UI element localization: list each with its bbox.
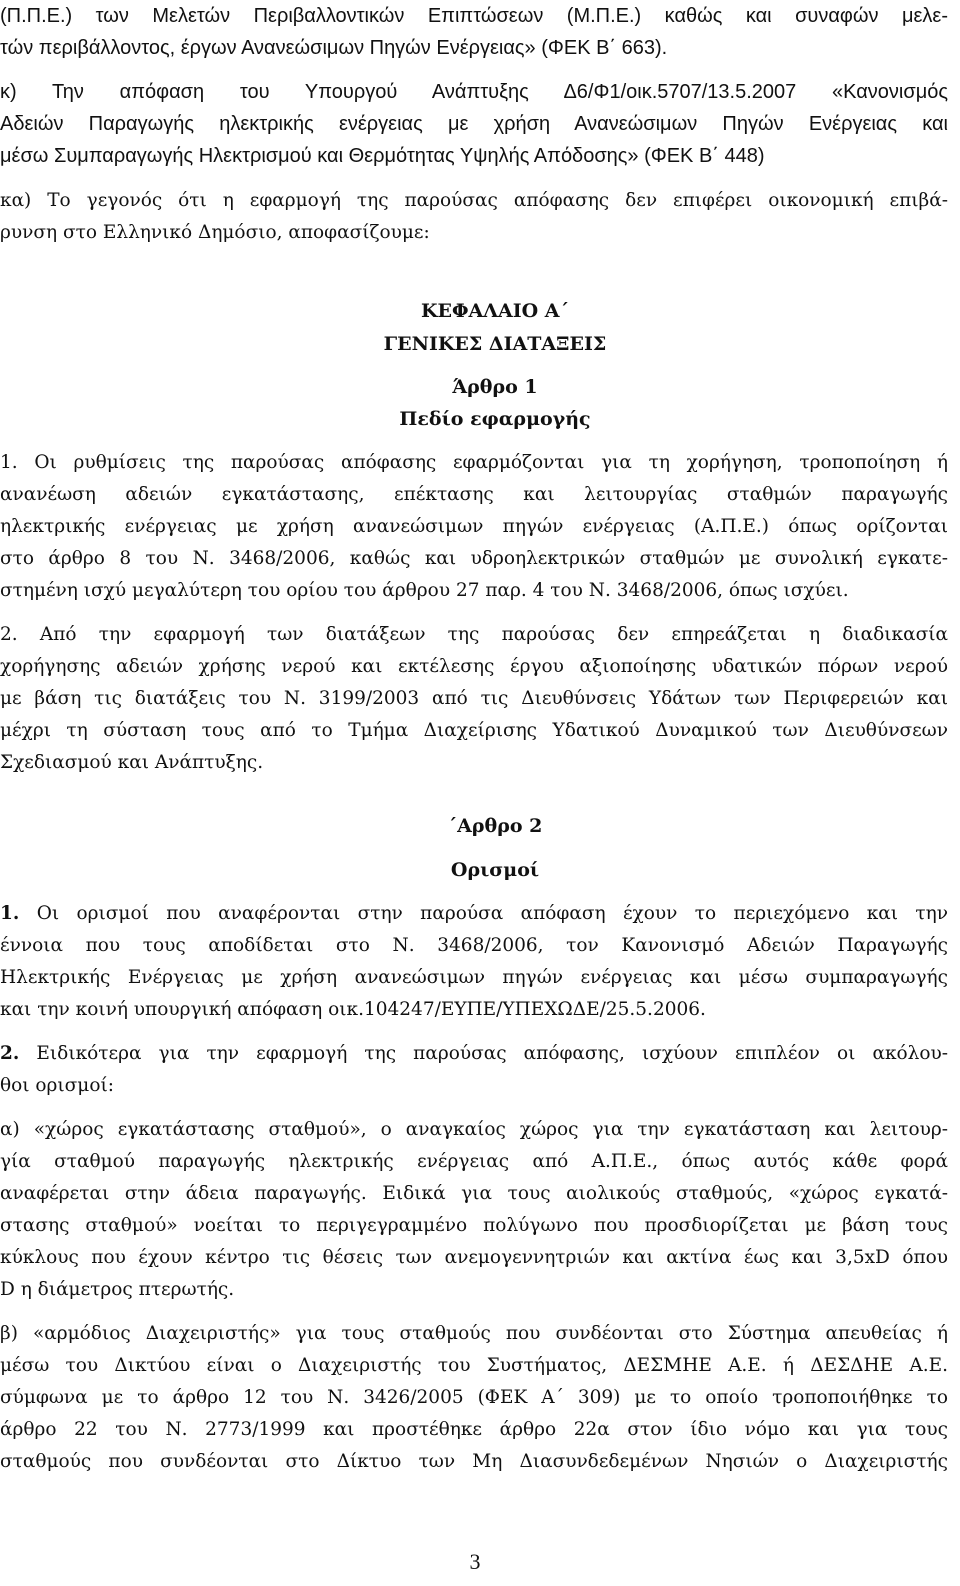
article-2-p1-line-2: έννοια που τους αποδίδεται στο Ν. 3468/2006, τον Κανονισμό Αδειών Παραγωγής: [0, 935, 948, 956]
article-1-p2-line-5: Σχεδιασμού και Ανάπτυξης.: [0, 752, 264, 773]
article-1-p1-line-2: ανανέωση αδειών εγκατάστασης, επέκτασης και λειτουργίας σταθμών παραγωγής: [0, 484, 948, 505]
intro-line-1: (Π.Π.Ε.) των Μελετών Περιβαλλοντικών Επιπτώσεων (Μ.Π.Ε.) καθώς και συναφών μελε-: [0, 5, 948, 27]
definition-a-line-1: α) «χώρος εγκατάστασης σταθμού», ο αναγκαίος χώρος για την εγκατάσταση και λειτουρ-: [0, 1119, 948, 1140]
definition-b-line-1: β) «αρμόδιος Διαχειριστής» για τους σταθμούς που συνδέονται στο Σύστημα απευθείας ή: [0, 1323, 948, 1344]
clause-k-line-3: μέσω Συμπαραγωγής Ηλεκτρισμού και Θερμότητας Υψηλής Απόδοσης» (ΦΕΚ Β΄ 448): [0, 145, 765, 167]
article-1-title: Άρθρο 1: [452, 376, 538, 398]
definition-a-line-6: D η διάμετρος πτερωτής.: [0, 1279, 235, 1300]
article-1-p1-line-1: 1. Οι ρυθμίσεις της παρούσας απόφασης εφαρμόζονται για τη χορήγηση, τροποποίηση ή: [0, 452, 948, 473]
definition-a-line-4: στασης σταθμού» νοείται το περιγεγραμμένο πολύγωνο που προσδιορίζεται με βάση τους: [0, 1215, 948, 1236]
article-2-p1-number: 1.: [0, 903, 20, 924]
intro-line-2: τών περιβάλλοντος, έργων Ανανεώσιμων Πηγών Ενέργειας» (ΦΕΚ Β΄ 663).: [0, 37, 668, 59]
page-number: 3: [469, 1549, 481, 1574]
definition-b-line-5: σταθμούς που συνδέονται στο Δίκτυο των Μη Διασυνδεδεμένων Νησιών ο Διαχειριστής: [0, 1451, 948, 1472]
article-2-p1-line-4: και την κοινή υπουργική απόφαση οικ.104247/ΕΥΠΕ/ΥΠΕΧΩΔΕ/25.5.2006.: [0, 999, 706, 1020]
article-2-p1-text: Οι ορισμοί που αναφέρονται στην παρούσα απόφαση έχουν το περιεχόμενο και την: [19, 903, 948, 924]
article-1-p1-line-5: στημένη ισχύ μεγαλύτερη του ορίου του άρθρου 27 παρ. 4 του Ν. 3468/2006, όπως ισχύει.: [0, 580, 849, 601]
article-1-p2-line-4: μέχρι τη σύσταση τους από το Τμήμα Διαχείρισης Υδατικού Δυναμικού των Διευθύνσεων: [0, 720, 948, 741]
chapter-title: ΚΕΦΑΛΑΙΟ Α΄: [420, 300, 570, 322]
definition-b-line-3: σύμφωνα με το άρθρο 12 του Ν. 3426/2005 (ΦΕΚ Α΄ 309) με το οποίο τροποποιήθηκε το: [0, 1387, 948, 1408]
article-2-p1-line-1: [0, 903, 948, 925]
article-2-p1-line-3: Ηλεκτρικής Ενέργειας με χρήση ανανεώσιμων πηγών ενέργειας και μέσω συμπαραγωγής: [0, 967, 948, 988]
clause-k-line-1: κ) Την απόφαση του Υπουργού Ανάπτυξης Δ6/Φ1/οικ.5707/13.5.2007 «Κανονισμός: [0, 81, 948, 103]
chapter-subtitle: ΓΕΝΙΚΕΣ ΔΙΑΤΑΞΕΙΣ: [383, 333, 607, 355]
definition-a-line-3: αναφέρεται στην άδεια παραγωγής. Ειδικά για τους αιολικούς σταθμούς, «χώρος εγκατά-: [0, 1183, 948, 1204]
article-2-p2-text: Ειδικότερα για την εφαρμογή της παρούσας απόφασης, ισχύουν επιπλέον οι ακόλου-: [19, 1043, 948, 1064]
article-2-title: ΄Αρθρο 2: [447, 815, 543, 837]
article-1-p1-line-3: ηλεκτρικής ενέργειας με χρήση ανανεώσιμων πηγών ενέργειας (Α.Π.Ε.) όπως ορίζονται: [0, 516, 948, 537]
article-1-p2-line-2: χορήγησης αδειών χρήσης νερού και εκτέλεσης έργου αξιοποίησης υδατικών πόρων νερού: [0, 656, 948, 677]
article-2-subtitle: Ορισμοί: [450, 859, 540, 881]
clause-ka-line-1: κα) Το γεγονός ότι η εφαρμογή της παρούσας απόφασης δεν επιφέρει οικονομική επιβά-: [0, 190, 948, 211]
clause-ka-line-2: ρυνση στο Ελληνικό Δημόσιο, αποφασίζουμε:: [0, 222, 430, 243]
article-1-subtitle: Πεδίο εφαρμογής: [399, 408, 591, 430]
article-1-p1-line-4: στο άρθρο 8 του Ν. 3468/2006, καθώς και υδροηλεκτρικών σταθμών με συνολική εγκατε-: [0, 548, 948, 569]
definition-a-line-2: γία σταθμού παραγωγής ηλεκτρικής ενέργειας από Α.Π.Ε., όπως αυτός κάθε φορά: [0, 1151, 948, 1172]
article-2-p2-number: 2.: [0, 1043, 20, 1064]
definition-b-line-2: μέσω του Δικτύου είναι ο Διαχειριστής του Συστήματος, ΔΕΣΜΗΕ Α.Ε. ή ΔΕΣΔΗΕ Α.Ε.: [0, 1355, 948, 1376]
definition-b-line-4: άρθρο 22 του Ν. 2773/1999 και προστέθηκε άρθρο 22α στον ίδιο νόμο και για τους: [0, 1419, 948, 1440]
article-2-p2-line-1: [0, 1043, 948, 1065]
article-1-p2-line-3: με βάση τις διατάξεις του Ν. 3199/2003 από τις Διευθύνσεις Υδάτων των Περιφερειών και: [0, 688, 948, 709]
clause-k-line-2: Αδειών Παραγωγής ηλεκτρικής ενέργειας με χρήση Ανανεώσιμων Πηγών Ενέργειας και: [0, 113, 948, 135]
article-2-p2-line-2: θοι ορισμοί:: [0, 1075, 114, 1096]
definition-a-line-5: κύκλους που έχουν κέντρο τις θέσεις των ανεμογεννητριών και ακτίνα έως και 3,5xD όπου: [0, 1247, 948, 1268]
article-1-p2-line-1: 2. Από την εφαρμογή των διατάξεων της παρούσας δεν επηρεάζεται η διαδικασία: [0, 624, 948, 645]
